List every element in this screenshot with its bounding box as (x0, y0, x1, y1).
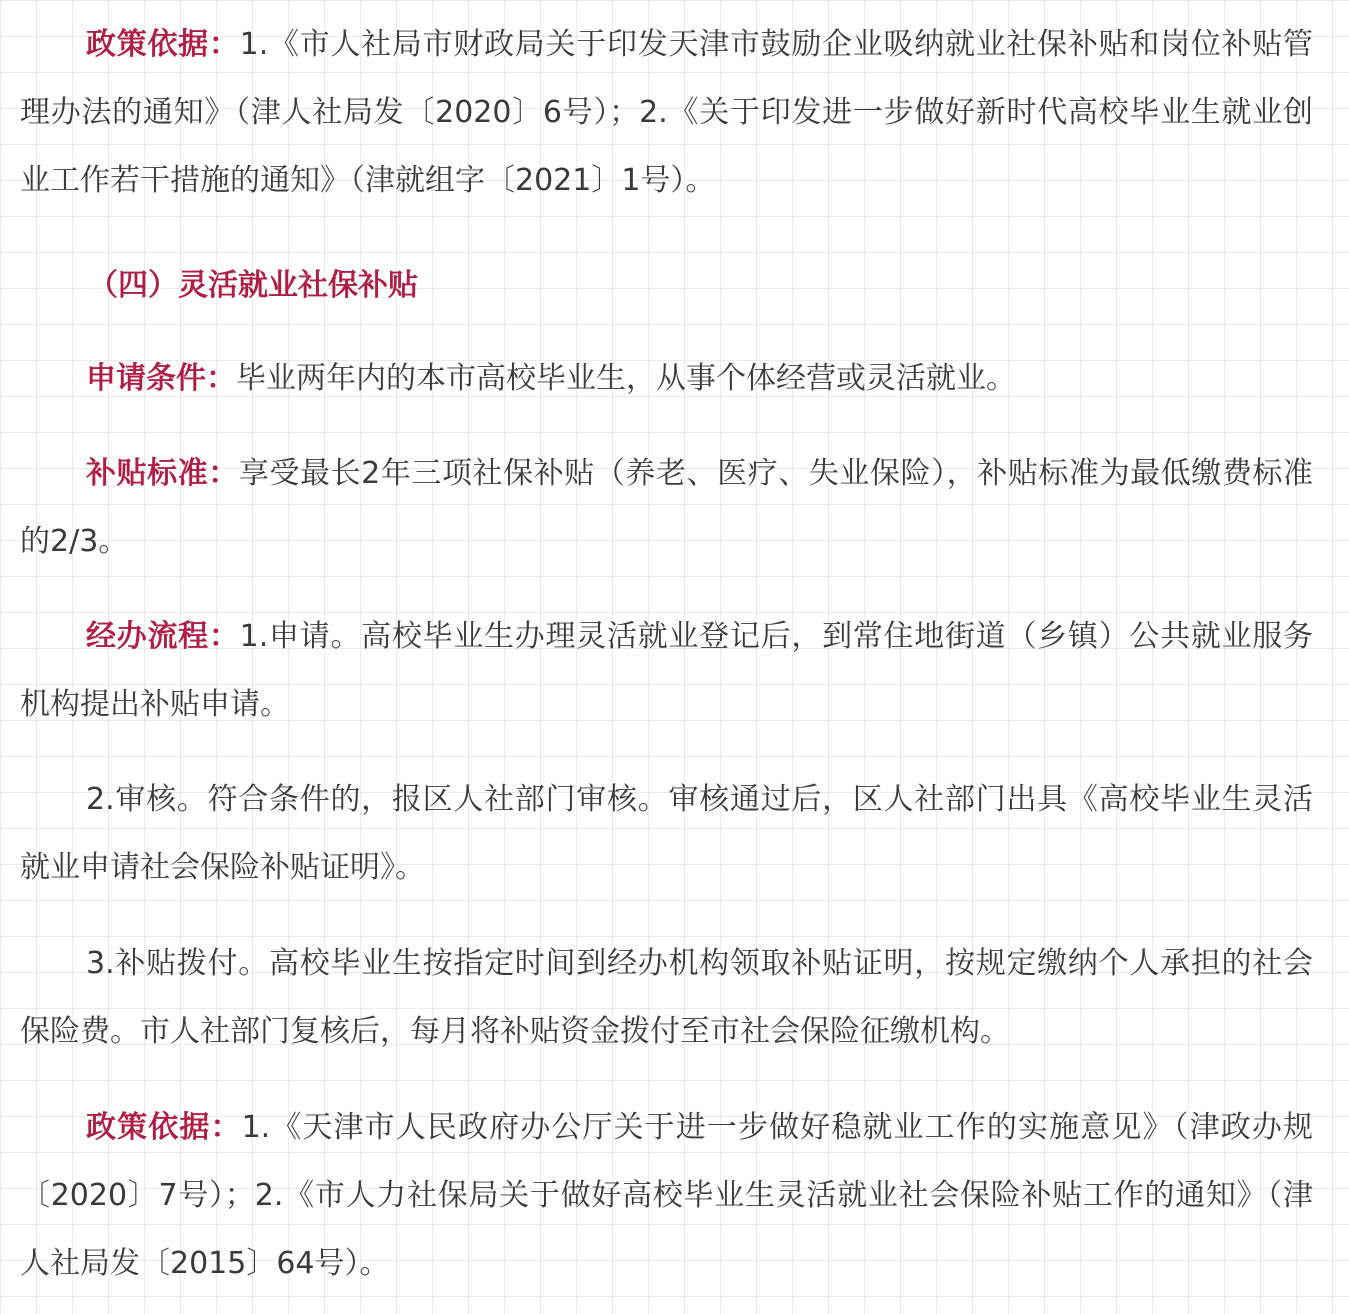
policy-basis-text: 1.《天津市人民政府办公厅关于进一步做好稳就业工作的实施意见》（津政办规〔2020〕7号）；2.《市人力社保局关于做好高校毕业生灵活就业社会保险补贴工作的通知》（津人社局发〔2015〕64号）。 (20, 1110, 1313, 1281)
conditions-text: 毕业两年内的本市高校毕业生，从事个体经营或灵活就业。 (236, 361, 1016, 396)
conditions-label: 申请条件： (86, 361, 236, 396)
process-step1-paragraph (20, 603, 1313, 739)
prev-policy-basis-paragraph (20, 11, 1313, 215)
policy-basis-label: 政策依据： (86, 1110, 242, 1145)
process-step3-paragraph (20, 930, 1313, 1066)
standard-label: 补贴标准： (86, 456, 239, 491)
standard-paragraph (20, 440, 1313, 576)
process-step3-text: 3.补贴拨付。高校毕业生按指定时间到经办机构领取补贴证明，按规定缴纳个人承担的社会保险费。市人社部门复核后，每月将补贴资金拨付至市社会保险征缴机构。 (20, 946, 1313, 1049)
conditions-paragraph (20, 345, 1313, 413)
section-heading: （四）灵活就业社保补贴 (88, 268, 418, 303)
prev-policy-basis-text: 1.《市人社局市财政局关于印发天津市鼓励企业吸纳就业社保补贴和岗位补贴管理办法的通知》（津人社局发〔2020〕6号）；2.《关于印发进一步做好新时代高校毕业生就业创业工作若干措施的通知》（津就组字〔2021〕1号）。 (20, 27, 1313, 198)
policy-basis-paragraph (20, 1094, 1313, 1298)
process-step1-text: 1.申请。高校毕业生办理灵活就业登记后，到常住地街道（乡镇）公共就业服务机构提出补贴申请。 (20, 619, 1313, 722)
process-step2-paragraph (20, 766, 1313, 902)
prev-policy-basis-label: 政策依据： (86, 27, 240, 62)
process-step2-text: 2.审核。符合条件的，报区人社部门审核。审核通过后，区人社部门出具《高校毕业生灵活就业申请社会保险补贴证明》。 (20, 782, 1313, 885)
standard-text: 享受最长2年三项社保补贴（养老、医疗、失业保险），补贴标准为最低缴费标准的2/3。 (20, 456, 1314, 559)
process-label: 经办流程： (86, 619, 240, 654)
